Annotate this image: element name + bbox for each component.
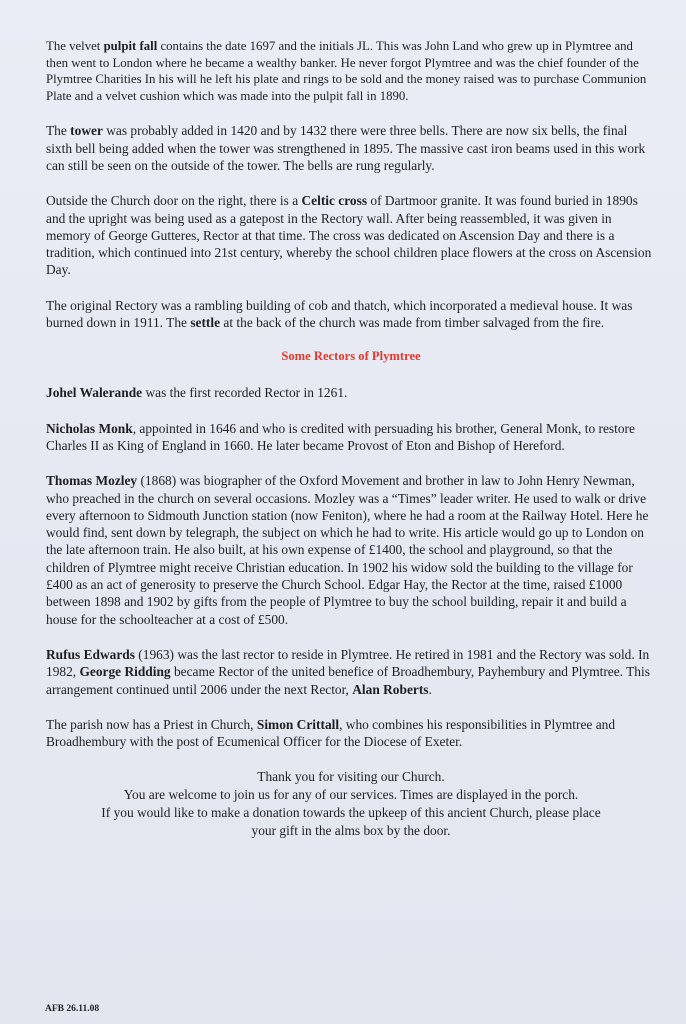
- text: was probably added in 1420 and by 1432 there were three bells. There are now six bells, the final sixth bell being added when the tower was strengthened in 1895. The massive cast iron beams used in this work can still be seen on the outside of the tower. The bells are rung regularly.: [46, 123, 646, 173]
- paragraph-edwards: [46, 646, 656, 698]
- bold-term: tower: [70, 123, 103, 139]
- thanks-line: If you would like to make a donation towards the upkeep of this ancient Church, please place: [101, 805, 601, 821]
- bold-term: settle: [190, 315, 221, 331]
- rector-name: Johel Walerande: [46, 385, 143, 401]
- footer-code: AFB 26.11.08: [45, 1004, 100, 1014]
- priest-name: Simon Crittall: [256, 716, 340, 732]
- text: became Rector of the united benefice of Broadhembury, Payhembury and Plymtree. This arrangement continued until 2006 under the next Rector,: [46, 664, 650, 697]
- paragraph-rectory: [46, 297, 656, 332]
- text: The parish now has a Priest in Church,: [46, 716, 257, 732]
- rector-name: George Ridding: [79, 664, 171, 680]
- paragraph-monk: [46, 420, 656, 455]
- text: Outside the Church door on the right, there is a: [46, 193, 302, 209]
- text: (1963) was the last rector to reside in Plymtree. He retired in 1981 and the Rectory was sold. In 1982,: [46, 646, 650, 680]
- text: The original Rectory was a rambling building of cob and thatch, which incorporated a medieval house. It was burned down in 1911. The: [46, 297, 633, 331]
- text: , who combines his responsibilities in Plymtree and Broadhembury with the post of Ecumenical Officer for the Diocese of Exeter.: [46, 716, 616, 750]
- paragraph-celtic-cross: [46, 192, 656, 278]
- text: was the first recorded Rector in 1261.: [142, 385, 348, 401]
- text: , appointed in 1646 and who is credited with persuading his brother, General Monk, to restore Charles II as King of England in 1660. He later became Provost of Eton and Bishop of Hereford.: [46, 420, 635, 453]
- text: at the back of the church was made from timber salvaged from the fire.: [220, 315, 605, 331]
- section-heading: Some Rectors of Plymtree: [281, 349, 421, 364]
- rector-name: Rufus Edwards: [46, 646, 135, 662]
- paragraph-mozley: [46, 472, 656, 628]
- thanks-line: your gift in the alms box by the door.: [251, 823, 451, 839]
- text: .: [428, 681, 432, 697]
- text: (1868) was biographer of the Oxford Movement and brother in law to John Henry Newman, who preached in the church on several occasions. Mozley was a “Times” leader writer. He used to walk or drive every afternoon to Sidmouth Junction station (now Feniton), where he had a room at the Railway Hotel. Here he would find, sent down by telegraph, the subject on which he had to write. His article would go up to London on the late afternoon train. He also built, at his own expense of £1400, the school and playground, so that the children of Plymtree might receive Christian education. In 1902 his widow sold the building to the village for £400 as an act of generosity to preserve the Church School. Edgar Hay, the Rector at the time, raised £1000 between 1898 and 1902 by gifts from the people of Plymtree to buy the school building, repair it and build a house for the schoolteacher at a cost of £500.: [46, 473, 649, 627]
- paragraph-pulpit-fall: [46, 38, 656, 104]
- thank-you-message: [46, 768, 656, 840]
- thanks-line: Thank you for visiting our Church.: [257, 769, 445, 785]
- rector-name: Thomas Mozley: [46, 473, 138, 489]
- bold-term: Celtic cross: [301, 193, 368, 209]
- text: The velvet: [46, 39, 104, 53]
- paragraph-tower: [46, 122, 656, 174]
- text: contains the date 1697 and the initials JL. This was John Land who grew up in Plymtree and then went to London where he became a wealthy banker. He never forgot Plymtree and was the chief founder of the Plymtree Charities In his will he left his plate and rings to be sold and the money raised was to purchase Communion Plate and a velvet cushion which was made into the pulpit fall in 1890.: [46, 39, 647, 103]
- text: of Dartmoor granite. It was found buried in 1890s and the upright was being used as a gatepost in the Rectory wall. After being reassembled, it was given in memory of George Gutteres, Rector at that time. The cross was dedicated on Ascension Day and there is a tradition, which continued into 21st century, whereby the school children place flowers at the cross on Ascension Day.: [46, 193, 652, 278]
- rector-name: Nicholas Monk: [46, 420, 133, 436]
- rector-name: Alan Roberts: [352, 681, 429, 697]
- paragraph-walerande: [46, 384, 656, 401]
- thanks-line: You are welcome to join us for any of our services. Times are displayed in the porch.: [123, 787, 579, 803]
- paragraph-crittall: [46, 716, 656, 751]
- bold-term: pulpit fall: [103, 39, 158, 53]
- text: The: [46, 123, 71, 139]
